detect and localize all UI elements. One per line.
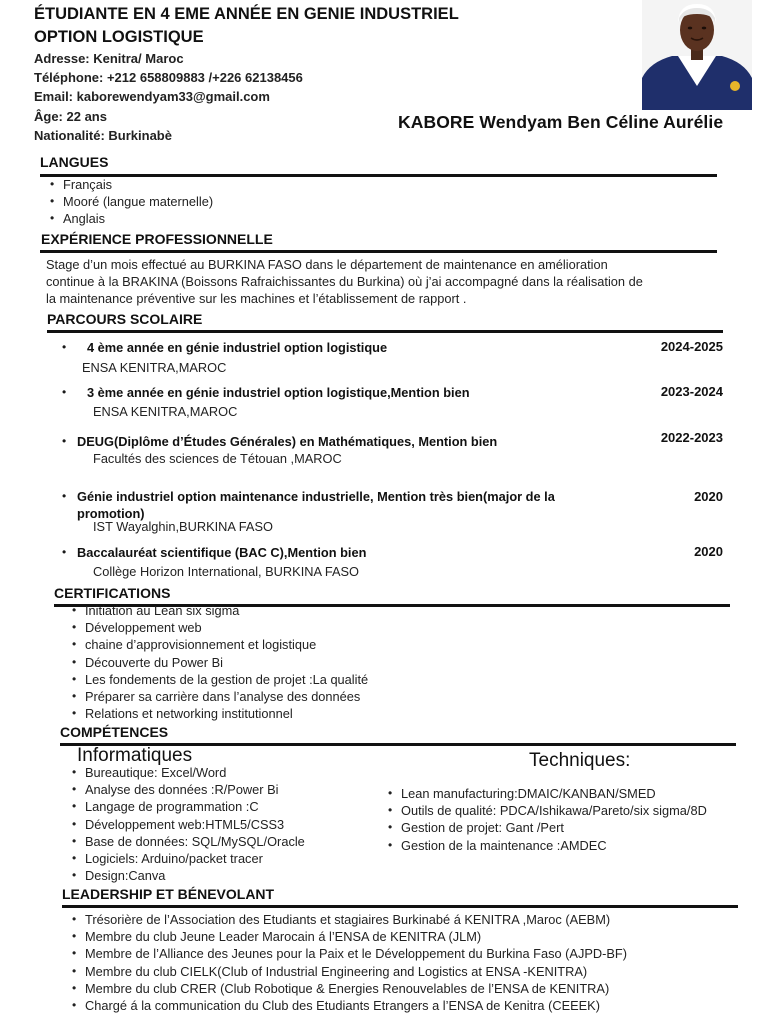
phone: Téléphone: +212 658809883 /+226 62138456 bbox=[34, 70, 303, 86]
education-bullet: • bbox=[62, 489, 67, 503]
experience-divider bbox=[40, 250, 717, 253]
language-item: • Anglais bbox=[48, 210, 213, 227]
education-year: 2020 bbox=[694, 544, 723, 559]
education-school: ENSA KENITRA,MAROC bbox=[82, 360, 227, 375]
contact-block bbox=[34, 49, 303, 145]
certification-item: • Relations et networking institutionnel bbox=[70, 705, 368, 722]
skill-item: • Outils de qualité: PDCA/Ishikawa/Pareto/six sigma/8D bbox=[386, 802, 707, 819]
languages-title: LANGUES bbox=[40, 154, 109, 170]
leadership-item: • Membre du club CRER (Club Robotique & Energies Renouvelables de l’ENSA de KENITRA) bbox=[70, 980, 627, 997]
education-degree: 3 ème année en génie industriel option logistique,Mention bien bbox=[87, 385, 470, 400]
education-year: 2023-2024 bbox=[660, 384, 723, 399]
skill-item: • Bureautique: Excel/Word bbox=[70, 764, 305, 781]
education-school: Collège Horizon International, BURKINA FASO bbox=[93, 564, 360, 579]
skills-it-title: Informatiques bbox=[77, 745, 193, 766]
education-divider bbox=[47, 330, 723, 333]
resume-title bbox=[34, 3, 459, 49]
skill-item: • Lean manufacturing:DMAIC/KANBAN/SMED bbox=[386, 785, 707, 802]
full-name: KABORE Wendyam Ben Céline Aurélie bbox=[398, 112, 724, 132]
education-school: Facultés des sciences de Tétouan ,MAROC bbox=[93, 451, 342, 466]
education-bullet: • bbox=[62, 340, 67, 354]
certification-item: • Développement web bbox=[70, 619, 368, 636]
age: Âge: 22 ans bbox=[34, 108, 107, 124]
education-degree-line: Génie industriel option maintenance industrielle, Mention très bien(major de la bbox=[77, 489, 555, 504]
language-item: • Français bbox=[48, 176, 213, 193]
skills-title: COMPÉTENCES bbox=[60, 724, 169, 740]
skills-tech-title: Techniques: bbox=[529, 750, 631, 771]
education-degree-line: promotion) bbox=[77, 506, 145, 521]
education-school: ENSA KENITRA,MAROC bbox=[93, 404, 238, 419]
education-school: IST Wayalghin,BURKINA FASO bbox=[93, 519, 273, 534]
experience-line: la maintenance préventive sur les machines et l’établissement de rapport . bbox=[46, 291, 467, 307]
nationality: Nationalité: Burkinabè bbox=[34, 127, 172, 143]
profile-photo bbox=[642, 0, 752, 110]
experience-line: continue à la BRAKINA (Boissons Rafraichissantes du Burkina) où j’ai accompagné dans la réalisation de bbox=[46, 274, 643, 290]
education-degree: 4 ème année en génie industriel option logistique bbox=[87, 340, 388, 355]
education-title: PARCOURS SCOLAIRE bbox=[47, 311, 203, 327]
leadership-item: • Chargé á la communication du Club des Etudiants Etrangers a l’ENSA de Kenitra (CEEEK) bbox=[70, 997, 627, 1014]
skill-item: • Logiciels: Arduino/packet tracer bbox=[70, 850, 305, 867]
certifications-title: CERTIFICATIONS bbox=[54, 585, 171, 601]
certification-item: • Initiation au Lean six sigma bbox=[70, 602, 368, 619]
certification-item: • chaine d’approvisionnement et logistique bbox=[70, 636, 368, 653]
skill-item: • Gestion de projet: Gant /Pert bbox=[386, 819, 707, 836]
portrait-illustration bbox=[642, 0, 752, 110]
skill-item: • Design:Canva bbox=[70, 867, 305, 884]
leadership-item: • Trésorière de l’Association des Etudiants et stagiaires Burkinabé á KENITRA ,Maroc (AEBM) bbox=[70, 911, 627, 928]
education-bullet: • bbox=[62, 545, 67, 559]
leadership-item: • Membre du club Jeune Leader Marocain á l’ENSA de KENITRA (JLM) bbox=[70, 928, 627, 945]
skill-item: • Développement web:HTML5/CSS3 bbox=[70, 816, 305, 833]
title-line-2: OPTION LOGISTIQUE bbox=[34, 28, 204, 46]
email: Email: kaborewendyam33@gmail.com bbox=[34, 89, 270, 105]
certification-item: • Préparer sa carrière dans l’analyse des données bbox=[70, 688, 368, 705]
title-line-1: ÉTUDIANTE EN 4 EME ANNÉE EN GENIE INDUSTRIEL bbox=[34, 5, 459, 23]
skill-item: • Analyse des données :R/Power Bi bbox=[70, 781, 305, 798]
education-degree: Baccalauréat scientifique (BAC C),Mention bien bbox=[77, 545, 367, 560]
languages-list bbox=[48, 176, 213, 228]
experience-line: Stage d’un mois effectué au BURKINA FASO dans le département de maintenance en amélioration bbox=[46, 257, 608, 272]
education-degree bbox=[77, 488, 555, 522]
experience-text bbox=[46, 256, 643, 308]
education-bullet: • bbox=[62, 385, 67, 399]
skill-item: • Gestion de la maintenance :AMDEC bbox=[386, 837, 707, 854]
leadership-list bbox=[70, 911, 627, 1014]
education-year: 2020 bbox=[694, 489, 723, 504]
certification-item: • Les fondements de la gestion de projet :La qualité bbox=[70, 671, 368, 688]
certification-item: • Découverte du Power Bi bbox=[70, 654, 368, 671]
leadership-item: • Membre du club CIELK(Club of Industrial Engineering and Logistics at ENSA -KENITRA) bbox=[70, 963, 627, 980]
education-bullet: • bbox=[62, 434, 67, 448]
education-year: 2022-2023 bbox=[660, 430, 723, 445]
education-year: 2024-2025 bbox=[660, 339, 723, 354]
skills-tech-list bbox=[386, 785, 707, 854]
leadership-item: • Membre de l’Alliance des Jeunes pour la Paix et le Développement du Burkina Faso (AJPD-BF) bbox=[70, 945, 627, 962]
skills-it-list bbox=[70, 764, 305, 884]
skill-item: • Langage de programmation :C bbox=[70, 798, 305, 815]
language-item: • Mooré (langue maternelle) bbox=[48, 193, 213, 210]
education-degree: DEUG(Diplôme d’Études Générales) en Mathématiques, Mention bien bbox=[77, 434, 498, 449]
skill-item: • Base de données: SQL/MySQL/Oracle bbox=[70, 833, 305, 850]
experience-title: EXPÉRIENCE PROFESSIONNELLE bbox=[41, 231, 273, 247]
leadership-divider bbox=[62, 905, 738, 908]
leadership-title: LEADERSHIP ET BÉNEVOLANT bbox=[62, 886, 275, 902]
certifications-list bbox=[70, 602, 368, 722]
address: Adresse: Kenitra/ Maroc bbox=[34, 51, 184, 66]
